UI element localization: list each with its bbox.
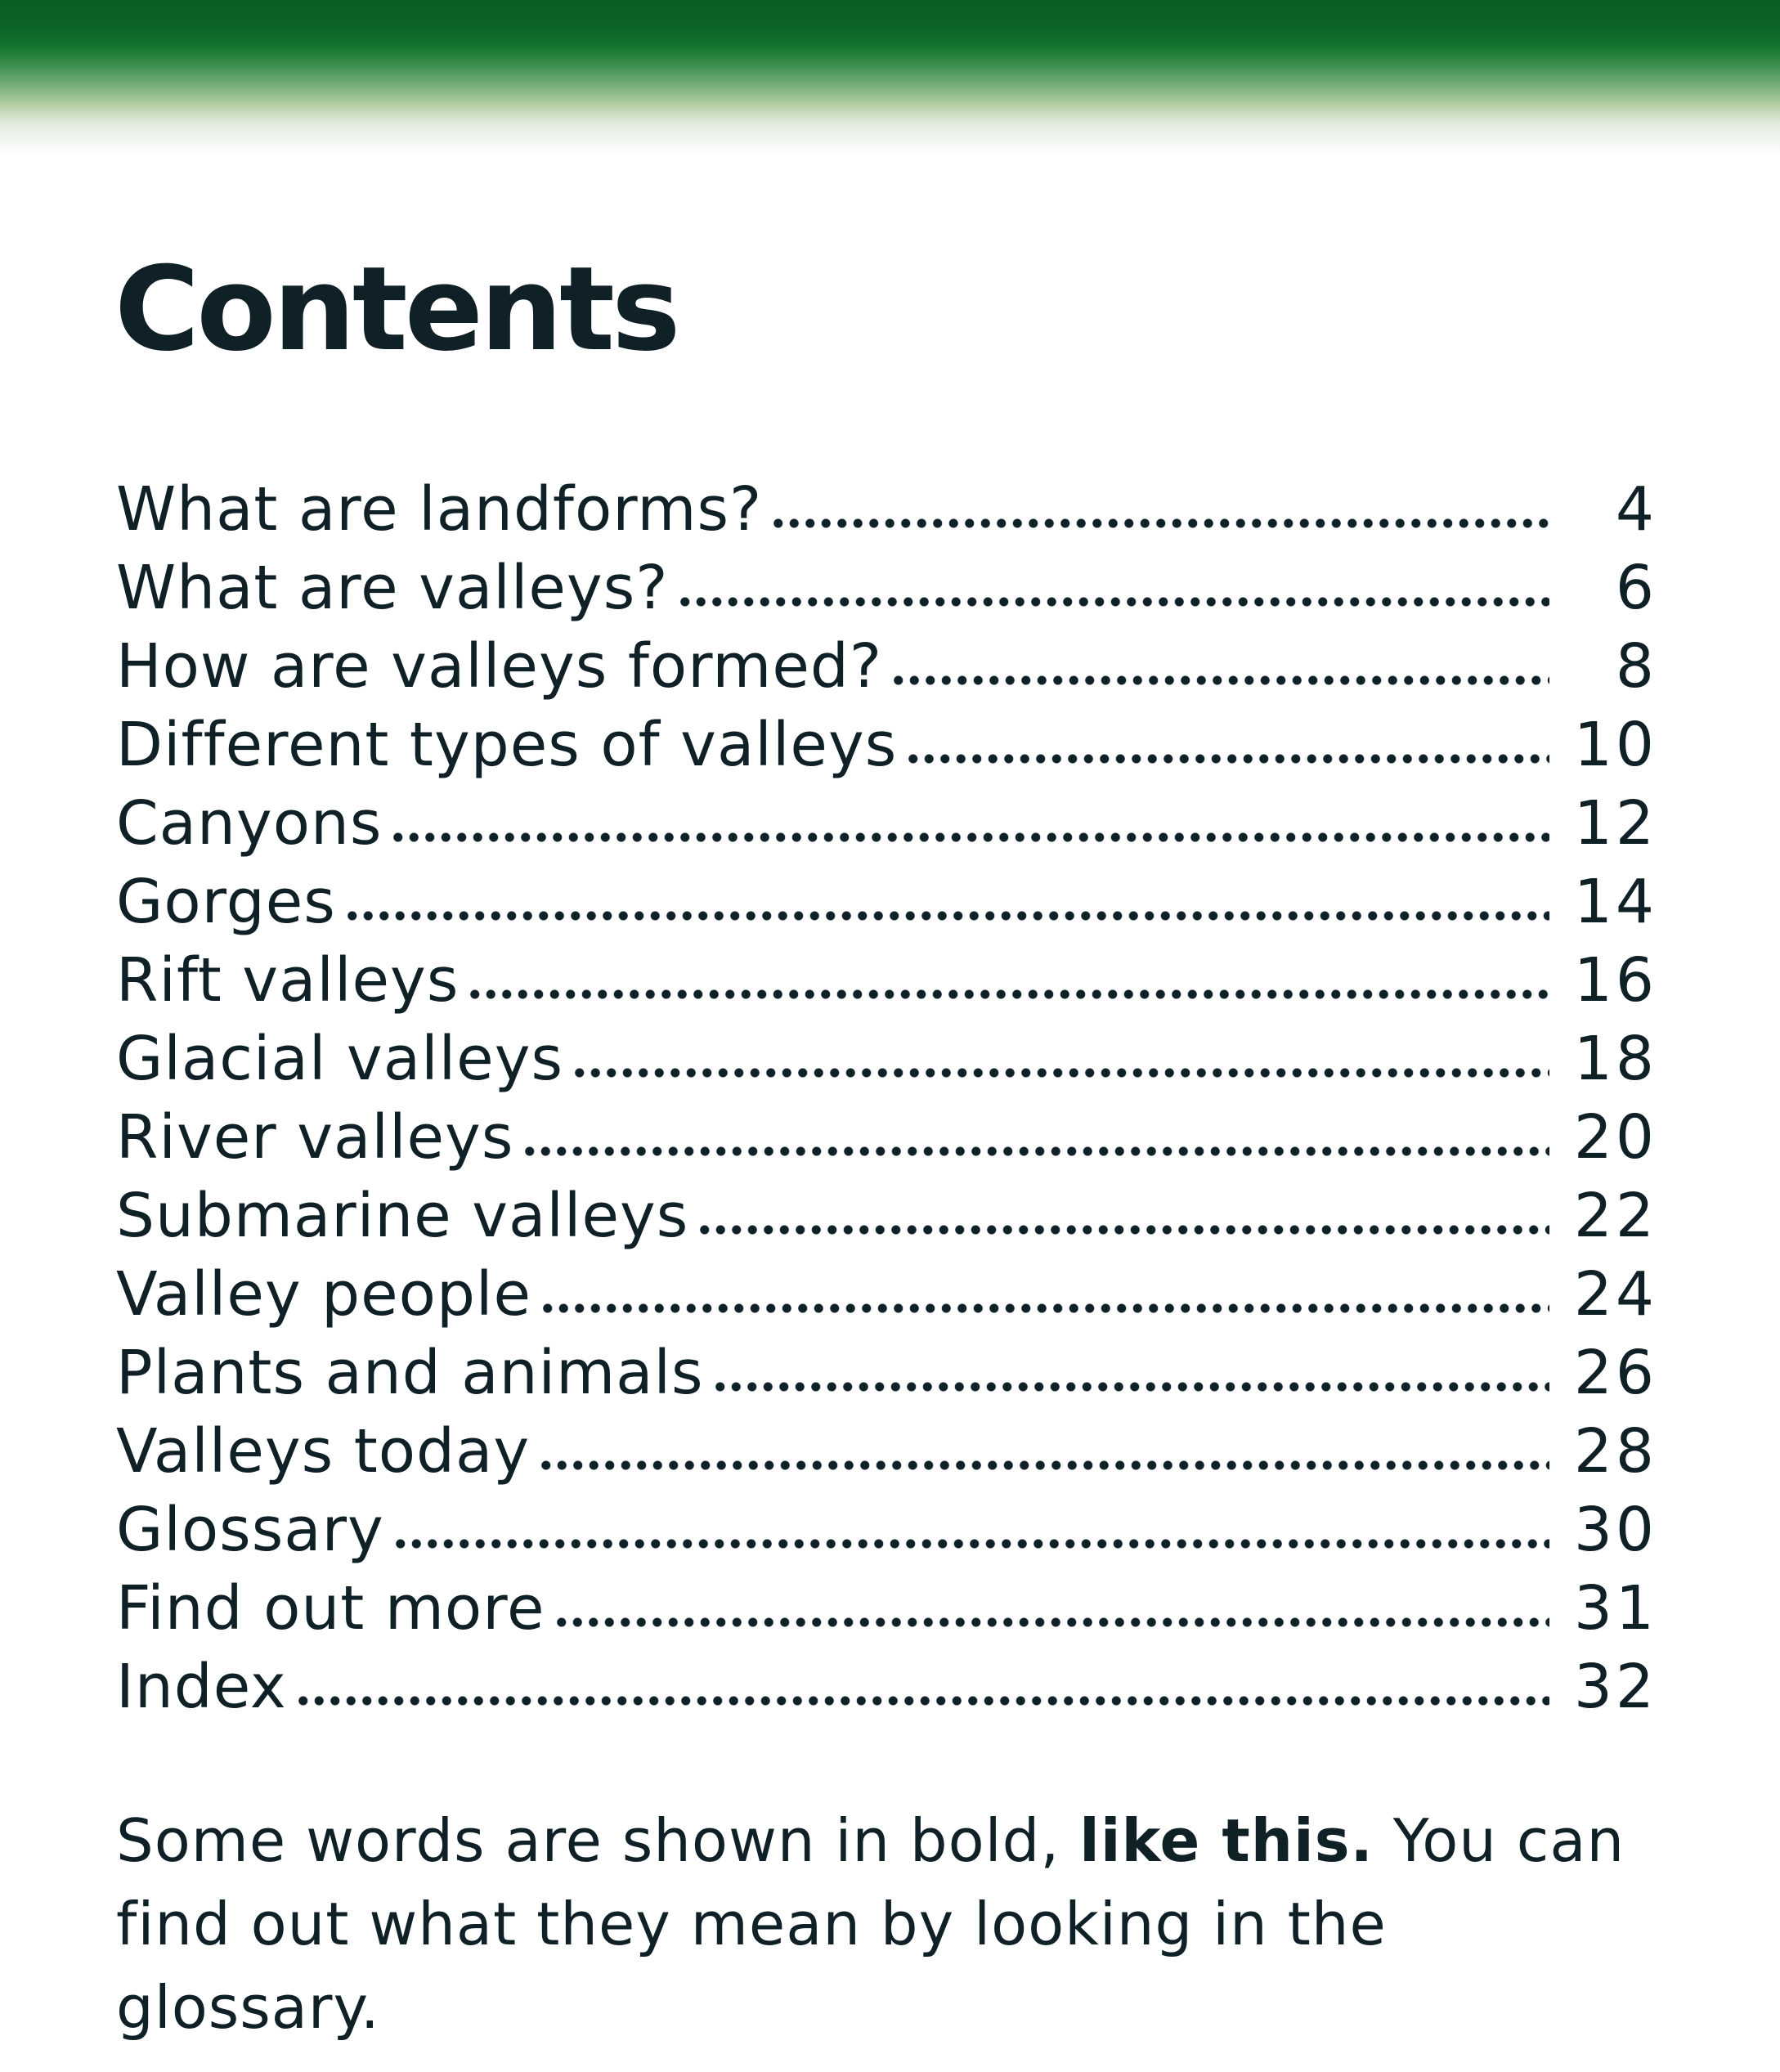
- toc-entry-what-are-landforms[interactable]: [116, 470, 1657, 549]
- toc-entry-label: Index: [116, 1652, 287, 1722]
- toc-entry-rift-valleys[interactable]: [116, 941, 1657, 1020]
- toc-entry-submarine-valleys[interactable]: [116, 1177, 1657, 1255]
- toc-entry-canyons[interactable]: [116, 784, 1657, 863]
- toc-entry-page-number: 6: [1615, 553, 1657, 623]
- toc-entry-glacial-valleys[interactable]: [116, 1020, 1657, 1098]
- toc-entry-river-valleys[interactable]: [116, 1098, 1657, 1177]
- toc-entry-label: Canyons: [116, 788, 383, 859]
- green-header-band: [0, 0, 1780, 155]
- toc-entry-how-are-valleys-formed[interactable]: [116, 627, 1657, 706]
- toc-entry-label: Rift valleys: [116, 945, 460, 1016]
- dot-leader: [390, 832, 1549, 842]
- toc-entry-label: How are valleys formed?: [116, 631, 883, 702]
- toc-entry-label: What are valleys?: [116, 553, 669, 623]
- toc-entry-find-out-more[interactable]: [116, 1569, 1657, 1648]
- dot-leader: [697, 1225, 1549, 1235]
- toc-entry-page-number: 14: [1573, 867, 1657, 937]
- toc-entry-label: Valleys today: [116, 1416, 531, 1487]
- page-title: Contents: [114, 242, 678, 377]
- toc-entry-label: Gorges: [116, 867, 336, 937]
- dot-leader: [572, 1068, 1549, 1078]
- toc-entry-gorges[interactable]: [116, 863, 1657, 941]
- dot-leader: [554, 1617, 1549, 1627]
- toc-entry-page-number: 31: [1573, 1573, 1657, 1644]
- toc-entry-page-number: 30: [1573, 1495, 1657, 1565]
- toc-entry-label: What are landforms?: [116, 474, 763, 545]
- dot-leader: [295, 1696, 1549, 1706]
- toc-entry-label: Glacial valleys: [116, 1024, 564, 1094]
- toc-entry-label: Different types of valleys: [116, 710, 898, 780]
- dot-leader: [392, 1539, 1549, 1549]
- dot-leader: [522, 1146, 1549, 1156]
- note-text-end: You can find out what they mean by looking in the glossary.: [116, 1806, 1625, 2042]
- toc-entry-page-number: 26: [1573, 1338, 1657, 1408]
- toc-entry-label: River valleys: [116, 1102, 514, 1173]
- dot-leader: [770, 518, 1549, 528]
- note-text-start: Some words are shown in bold,: [116, 1806, 1080, 1875]
- table-of-contents: [116, 470, 1657, 1726]
- toc-entry-page-number: 4: [1615, 474, 1657, 545]
- dot-leader: [677, 597, 1549, 607]
- toc-entry-valley-people[interactable]: [116, 1255, 1657, 1334]
- toc-entry-page-number: 28: [1573, 1416, 1657, 1487]
- toc-entry-label: Glossary: [116, 1495, 384, 1565]
- dot-leader: [538, 1460, 1549, 1470]
- toc-entry-plants-and-animals[interactable]: [116, 1334, 1657, 1412]
- toc-entry-page-number: 18: [1573, 1024, 1657, 1094]
- dot-leader: [540, 1303, 1549, 1313]
- toc-entry-page-number: 16: [1573, 945, 1657, 1016]
- dot-leader: [905, 754, 1549, 764]
- toc-entry-valleys-today[interactable]: [116, 1412, 1657, 1491]
- toc-entry-different-types-of-valleys[interactable]: [116, 706, 1657, 784]
- dot-leader: [467, 989, 1549, 999]
- dot-leader: [344, 911, 1549, 921]
- dot-leader: [890, 675, 1549, 685]
- toc-entry-page-number: 8: [1615, 631, 1657, 702]
- toc-entry-glossary[interactable]: [116, 1491, 1657, 1569]
- toc-entry-page-number: 20: [1573, 1102, 1657, 1173]
- toc-entry-page-number: 22: [1573, 1181, 1657, 1251]
- dot-leader: [712, 1382, 1549, 1392]
- toc-entry-label: Find out more: [116, 1573, 545, 1644]
- toc-entry-label: Plants and animals: [116, 1338, 704, 1408]
- toc-entry-page-number: 12: [1573, 788, 1657, 859]
- glossary-note: [116, 1799, 1670, 2049]
- toc-entry-page-number: 24: [1573, 1259, 1657, 1330]
- toc-entry-page-number: 32: [1573, 1652, 1657, 1722]
- toc-entry-label: Submarine valleys: [116, 1181, 689, 1251]
- toc-entry-what-are-valleys[interactable]: [116, 549, 1657, 627]
- toc-entry-page-number: 10: [1573, 710, 1657, 780]
- toc-entry-index[interactable]: [116, 1648, 1657, 1726]
- toc-entry-label: Valley people: [116, 1259, 532, 1330]
- note-bold-example: like this.: [1079, 1806, 1374, 1875]
